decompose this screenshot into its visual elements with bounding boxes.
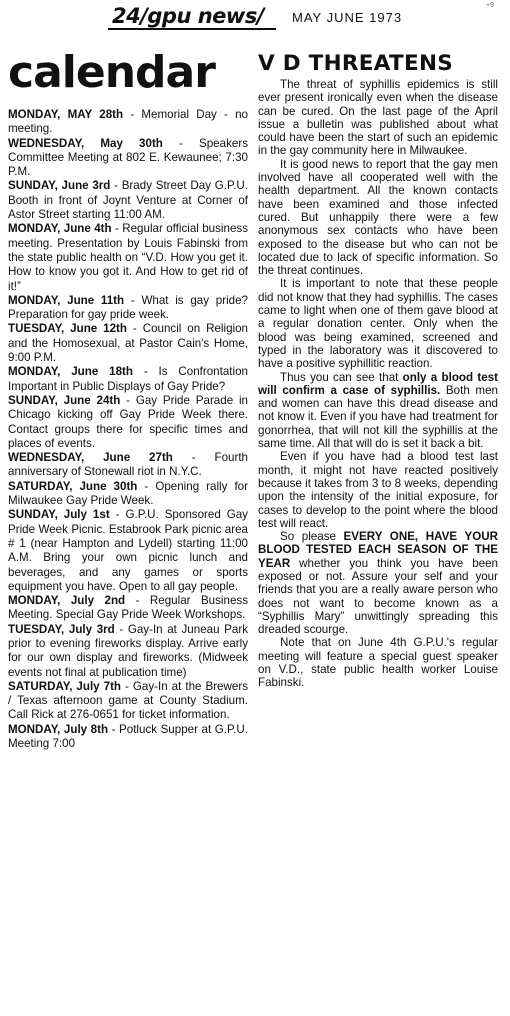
entry-text: - Is Confrontation Important in Public Displays of Gay Pride? xyxy=(8,365,248,393)
entry-date: SUNDAY, June 3rd xyxy=(8,179,111,193)
paragraph-text: Thus you can see that xyxy=(280,370,403,384)
calendar-entry xyxy=(8,394,248,451)
entry-text: - Gay-In at the Brewers / Texas afternoon game at County Stadium. Call Rick at 276-0651 for ticket information. xyxy=(8,679,248,722)
calendar-entry xyxy=(8,179,248,222)
entry-date: SATURDAY, June 30th xyxy=(8,479,138,493)
paragraph-text: whether you think you have been exposed or not. Assure your self and your friends that you are a really aware person who does not want to become known as a “Syphillis Mary” unwittingly spreading this dreaded scourge. xyxy=(258,556,498,637)
article-paragraph xyxy=(258,530,498,636)
masthead xyxy=(0,0,510,34)
calendar-heading: calendar xyxy=(8,47,215,98)
entry-text: - What is gay pride? Preparation for gay pride week. xyxy=(8,293,248,322)
entry-date: WEDNESDAY, May 30th xyxy=(8,136,163,150)
entry-date: MONDAY, July 8th xyxy=(8,722,109,736)
calendar-entry xyxy=(8,294,248,323)
calendar-entry xyxy=(8,108,248,137)
calendar-entry xyxy=(8,365,248,394)
title-underline xyxy=(108,28,276,30)
entry-date: MONDAY, July 2nd xyxy=(8,594,126,608)
entry-date: MONDAY, June 11th xyxy=(8,293,125,307)
entry-date: MONDAY, MAY 28th xyxy=(8,108,124,121)
corner-mark: +9 xyxy=(486,2,494,9)
entry-text: - Opening rally for Milwaukee Gay Pride Week. xyxy=(8,479,248,508)
entry-date: SATURDAY, July 7th xyxy=(8,679,122,693)
entry-text: - Speakers Committee Meeting at 802 E. Kewaunee; 7:30 P.M. xyxy=(8,136,248,179)
entry-date: SUNDAY, July 1st xyxy=(8,508,110,522)
emphasis-text: only a blood test will confirm a case of syphillis. xyxy=(258,370,498,397)
emphasis-text: EVERY ONE, HAVE YOUR BLOOD TESTED EACH SEASON OF THE YEAR xyxy=(258,530,498,570)
entry-text: - G.P.U. Sponsored Gay Pride Week Picnic. Estabrook Park picnic area # 1 (near Hampton and Lydell) starting 11:00 A.M. Bring your own picnic lunch and beverages, and any games or sports equipment you have. Open to all gay people. xyxy=(8,508,248,593)
calendar-entry xyxy=(8,480,248,509)
issue-date: MAY JUNE 1973 xyxy=(292,10,403,25)
publication-title: 24/gpu news/ xyxy=(112,4,264,28)
entry-date: SUNDAY, June 24th xyxy=(8,393,121,407)
calendar-list xyxy=(8,108,248,751)
entry-text: - Memorial Day - no meeting. xyxy=(8,108,249,136)
article-paragraph: The threat of syphillis epidemics is still ever present ironically even when the disease can be cured. On the last page of the April issue a bulletin was published about what could have been the start of such an epidemic in the gay community here in Milwaukee. xyxy=(258,78,498,158)
article-paragraph: It is good news to report that the gay men involved have all cooperated well with the health department. All the known contacts have been examined and those infected cured. But unhappily there were a few anonymous sex contacts who have been exposed to the disease but who can not be located due to lack of specific information. So the threat continues. xyxy=(258,157,498,278)
calendar-entry xyxy=(8,680,248,723)
calendar-entry xyxy=(8,137,248,180)
entry-text: - Brady Street Day G.P.U. Booth in front of Joynt Venture at Corner of Astor Street starting 11:00 AM. xyxy=(8,179,249,222)
entry-text: - Gay Pride Parade in Chicago kicking off Gay Pride Week there. Contact groups there for specific times and places of events. xyxy=(8,393,248,450)
calendar-entry xyxy=(8,222,248,293)
calendar-entry xyxy=(8,623,248,680)
article-column xyxy=(258,50,498,690)
entry-date: MONDAY, June 18th xyxy=(8,365,133,379)
calendar-entry xyxy=(8,322,248,365)
article-paragraph: It is important to note that these people did not know that they had syphillis. The cases came to light when one of them gave blood at a regular donation center. Only when the blood was being examined, screened and typed in the laboratory was it discovered to have a positive syphillitic reaction. xyxy=(258,277,498,371)
calendar-entry xyxy=(8,451,248,480)
article-headline: V D THREATENS xyxy=(258,51,454,76)
calendar-entry xyxy=(8,723,248,752)
entry-text: - Council on Religion and the Homosexual, at Pastor Cain's Home, 9:00 P.M. xyxy=(8,322,248,365)
calendar-entry xyxy=(8,594,248,623)
entry-text: - Fourth anniversary of Stonewall riot in N.Y.C. xyxy=(8,451,249,479)
calendar-entry xyxy=(8,508,248,594)
entry-date: WEDNESDAY, June 27th xyxy=(8,451,173,465)
entry-date: TUESDAY, June 12th xyxy=(8,322,128,336)
paragraph-text: So please xyxy=(280,530,344,544)
entry-date: TUESDAY, July 3rd xyxy=(8,622,115,636)
entry-text: - Gay-In at Juneau Park prior to evening fireworks display. Arrive early for our own display and fireworks. (Midweek events not final at publication time) xyxy=(8,622,248,679)
article-paragraph xyxy=(258,371,498,451)
paragraph-text: Both men and women can have this dread disease and not know it. Even if you have had treatment for gonorrhea, that will not kill the syphillis at the same time. All that will do is set it back a bit. xyxy=(258,383,498,451)
article-paragraph: Even if you have had a blood test last month, it might not have reacted positively because it takes from 3 to 8 weeks, depending upon the intensity of the initial exposure, for cases to develop to the point where the blood test will react. xyxy=(258,450,498,530)
entry-date: MONDAY, June 4th xyxy=(8,222,112,236)
entry-text: - Regular official business meeting. Presentation by Louis Fabinski from the state public health on “V.D. How you get it. How to know you got it. And How to get rid of it!” xyxy=(8,222,248,293)
calendar-column xyxy=(8,42,248,751)
entry-text: - Potluck Supper at G.P.U. Meeting 7:00 xyxy=(8,722,248,751)
article-paragraph: Note that on June 4th G.P.U.'s regular meeting will feature a special guest speaker on V.D., state public health worker Louise Fabinski. xyxy=(258,636,498,690)
entry-text: - Regular Business Meeting. Special Gay Pride Week Workshops. xyxy=(8,594,248,622)
